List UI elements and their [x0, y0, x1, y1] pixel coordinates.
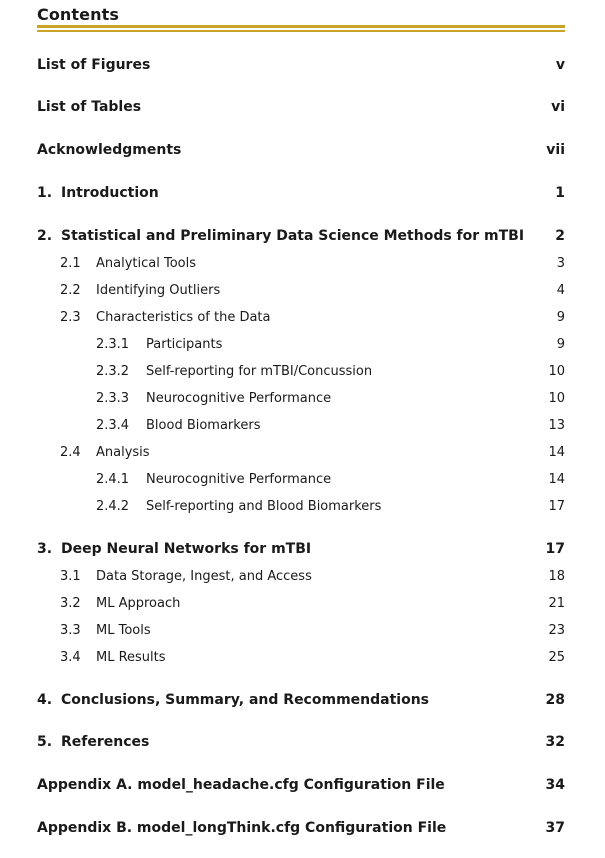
toc-entry-number: 4. — [37, 692, 53, 708]
toc-entry-title: ML Approach — [96, 596, 181, 611]
toc-entry-page: 10 — [548, 364, 565, 379]
toc-entry-title: Self-reporting and Blood Biomarkers — [146, 499, 382, 514]
toc-entry-title: Analytical Tools — [96, 256, 196, 271]
toc-entry-number: 2.3.1 — [96, 337, 130, 352]
toc-entry[interactable] — [96, 499, 565, 514]
toc-entry[interactable] — [60, 310, 565, 325]
toc-entry[interactable] — [37, 185, 565, 201]
toc-entry[interactable] — [37, 692, 565, 708]
toc-entry-title: Identifying Outliers — [96, 283, 221, 298]
toc-entry-number: 2.3.4 — [96, 418, 130, 433]
toc-entry[interactable] — [60, 283, 565, 298]
toc-entry-title: Participants — [146, 337, 223, 352]
toc-entry[interactable] — [37, 57, 565, 73]
toc-entry-page: 18 — [548, 569, 565, 584]
toc-entry-page: 21 — [548, 596, 565, 611]
toc-entry[interactable] — [37, 777, 565, 793]
toc-entry-title: ML Results — [96, 650, 166, 665]
toc-entry-title: Neurocognitive Performance — [146, 391, 332, 406]
toc-entry[interactable] — [37, 820, 565, 836]
toc-entry-title: Statistical and Preliminary Data Science Methods for mTBI — [61, 228, 525, 244]
toc-entry[interactable] — [96, 391, 565, 406]
heading-rule-thin — [37, 30, 565, 32]
toc-entry-title: Acknowledgments — [37, 142, 182, 158]
toc-entry-number: 2.3.3 — [96, 391, 130, 406]
toc-entry-title: Characteristics of the Data — [96, 310, 271, 325]
toc-entry-title: Analysis — [96, 445, 150, 460]
toc-entry[interactable] — [37, 541, 565, 557]
toc-entry-page: 2 — [555, 228, 565, 244]
toc-entry-title: Self-reporting for mTBI/Concussion — [146, 364, 373, 379]
toc-entry-page: vii — [546, 142, 565, 158]
toc-entry-number: 3.2 — [60, 596, 81, 611]
toc-entry[interactable] — [96, 337, 565, 352]
toc-entry-page: 34 — [545, 777, 565, 793]
toc-entry-number: 2.1 — [60, 256, 81, 271]
toc-entry-number: 2.4.1 — [96, 472, 130, 487]
toc-entry-title: Data Storage, Ingest, and Access — [96, 569, 312, 584]
toc-entry-page: 14 — [548, 472, 565, 487]
toc-entry-page: vi — [551, 99, 565, 115]
toc-entry-title: Introduction — [61, 185, 159, 201]
toc-entry-page: 10 — [548, 391, 565, 406]
toc-entry[interactable] — [37, 99, 565, 115]
toc-entry[interactable] — [60, 569, 565, 584]
toc-entry-page: 9 — [556, 310, 565, 325]
toc-entry-title: Conclusions, Summary, and Recommendations — [61, 692, 429, 708]
toc-entry-number: 1. — [37, 185, 53, 201]
toc-entry[interactable] — [60, 596, 565, 611]
toc-entry-number: 2.3 — [60, 310, 81, 325]
toc-entry-page: 23 — [548, 623, 565, 638]
toc-entry-title: Neurocognitive Performance — [146, 472, 332, 487]
toc-entry[interactable] — [96, 472, 565, 487]
contents-heading: Contents — [37, 5, 119, 24]
toc-entry-page: 9 — [556, 337, 565, 352]
toc-entry-number: 3.1 — [60, 569, 81, 584]
toc-entry-title: List of Tables — [37, 99, 142, 115]
toc-entry[interactable] — [37, 734, 565, 750]
toc-entry-title: Appendix A. model_headache.cfg Configuration File — [37, 777, 445, 793]
toc-entry[interactable] — [60, 650, 565, 665]
toc-entry-page: 4 — [556, 283, 565, 298]
toc-entry-page: 17 — [545, 541, 565, 557]
toc-entry[interactable] — [60, 445, 565, 460]
toc-entry[interactable] — [96, 418, 565, 433]
toc-entry-number: 2.3.2 — [96, 364, 130, 379]
toc-entry-title: ML Tools — [96, 623, 151, 638]
toc-entry-page: v — [555, 57, 565, 73]
toc-entry-number: 2.4 — [60, 445, 81, 460]
toc-entry-page: 17 — [548, 499, 565, 514]
toc-entry[interactable] — [37, 228, 565, 244]
toc-entry[interactable] — [96, 364, 565, 379]
toc-entry[interactable] — [60, 623, 565, 638]
toc-entry[interactable] — [60, 256, 565, 271]
toc-entry-page: 13 — [548, 418, 565, 433]
toc-entry-title: References — [61, 734, 150, 750]
toc-entry-number: 5. — [37, 734, 53, 750]
toc-entry-number: 2. — [37, 228, 53, 244]
toc-entry-number: 2.2 — [60, 283, 81, 298]
heading-rule-thick — [37, 25, 565, 28]
toc-entry-title: Blood Biomarkers — [146, 418, 261, 433]
toc-entry-page: 37 — [545, 820, 565, 836]
toc-entry-title: Appendix B. model_longThink.cfg Configuration File — [37, 820, 447, 836]
toc-entry-page: 3 — [556, 256, 565, 271]
toc-entry-page: 28 — [545, 692, 565, 708]
toc-entry-page: 32 — [545, 734, 565, 750]
toc-entry-page: 14 — [548, 445, 565, 460]
toc-entry-title: Deep Neural Networks for mTBI — [61, 541, 312, 557]
toc-entry-number: 3. — [37, 541, 53, 557]
toc-entry-number: 3.4 — [60, 650, 81, 665]
toc-entry-title: List of Figures — [37, 57, 151, 73]
toc-entry-number: 3.3 — [60, 623, 81, 638]
toc-entry-page: 25 — [548, 650, 565, 665]
toc-entry[interactable] — [37, 142, 565, 158]
toc-entry-page: 1 — [555, 185, 565, 201]
toc-entry-number: 2.4.2 — [96, 499, 130, 514]
